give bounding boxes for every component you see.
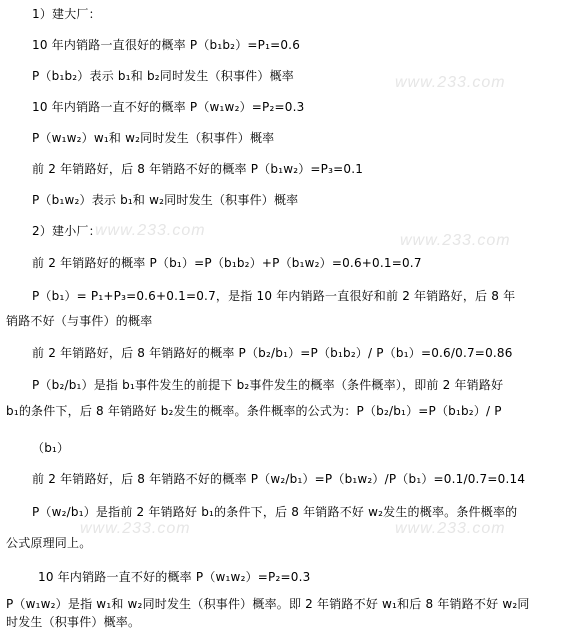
text-line: 10 年内销路一直不好的概率 P（w₁w₂）=P₂=0.3 — [38, 570, 311, 584]
text-line: P（w₁w₂）是指 w₁和 w₂同时发生（积事件）概率。即 2 年销路不好 w₁和后 8 年销路不好 w₂同 — [6, 597, 530, 611]
text-line: 前 2 年销路好，后 8 年销路不好的概率 P（b₁w₂）=P₃=0.1 — [32, 162, 364, 176]
text-line: P（w₁w₂）w₁和 w₂同时发生（积事件）概率 — [32, 131, 275, 145]
watermark: www.233.com — [95, 222, 206, 239]
watermark: www.233.com — [80, 520, 191, 537]
text-line: P（b₁）= P₁+P₃=0.6+0.1=0.7，是指 10 年内销路一直很好和前 2 年销路好，后 8 年 — [32, 289, 516, 303]
text-line: 前 2 年销路好的概率 P（b₁）=P（b₁b₂）+P（b₁w₂）=0.6+0.1=0.7 — [32, 256, 422, 270]
text-line: P（b₁w₂）表示 b₁和 w₂同时发生（积事件）概率 — [32, 193, 299, 207]
section-heading: 1）建大厂： — [32, 7, 101, 21]
text-line: P（b₁b₂）表示 b₁和 b₂同时发生（积事件）概率 — [32, 69, 294, 83]
text-line: b₁的条件下，后 8 年销路好 b₂发生的概率。条件概率的公式为：P（b₂/b₁）=P（b₁b₂）/ P — [6, 404, 502, 418]
watermark: www.233.com — [395, 520, 506, 537]
text-line: 时发生（积事件）概率。 — [6, 615, 141, 629]
text-line: P（w₂/b₁）是指前 2 年销路好 b₁的条件下，后 8 年销路不好 w₂发生的概率。条件概率的 — [32, 505, 518, 519]
text-line: 10 年内销路一直不好的概率 P（w₁w₂）=P₂=0.3 — [32, 100, 305, 114]
section-heading: 2）建小厂： — [32, 224, 101, 238]
text-line: 销路不好（与事件）的概率 — [6, 314, 153, 328]
text-line: P（b₂/b₁）是指 b₁事件发生的前提下 b₂事件发生的概率（条件概率），即前 2 年销路好 — [32, 378, 504, 392]
text-line: （b₁） — [32, 441, 70, 455]
text-line: 前 2 年销路好，后 8 年销路好的概率 P（b₂/b₁）=P（b₁b₂）/ P（b₁）=0.6/0.7=0.86 — [32, 346, 513, 360]
text-line: 10 年内销路一直很好的概率 P（b₁b₂）=P₁=0.6 — [32, 38, 301, 52]
text-line: 公式原理同上。 — [6, 536, 92, 550]
watermark: www.233.com — [400, 232, 511, 249]
text-line: 前 2 年销路好，后 8 年销路不好的概率 P（w₂/b₁）=P（b₁w₂）/P（b₁）=0.1/0.7=0.14 — [32, 472, 526, 486]
watermark: www.233.com — [395, 74, 506, 91]
